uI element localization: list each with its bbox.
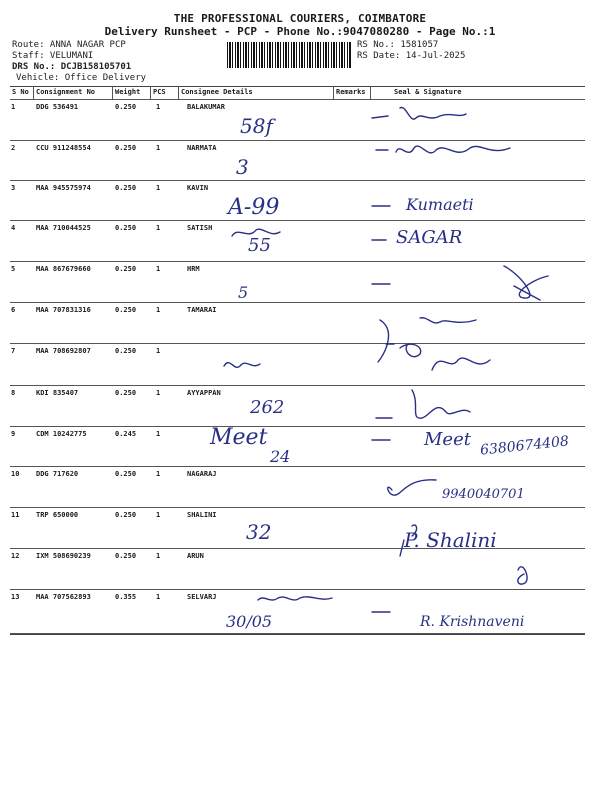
row-consignee: AYYAPPAN: [187, 389, 221, 397]
row-consignment-no: CDM 10242775: [36, 430, 87, 438]
row-weight: 0.250: [115, 552, 137, 560]
handwritten-note: 58f: [240, 114, 273, 138]
handwritten-signature: Meet: [424, 429, 471, 450]
row-pcs: 1: [156, 470, 161, 478]
route-label: Route: ANNA NAGAR PCP: [12, 40, 126, 50]
row-pcs: 1: [156, 552, 161, 560]
row-sno: 6: [11, 306, 16, 314]
row-consignee: SELVARJ: [187, 593, 217, 601]
row-weight: 0.250: [115, 224, 137, 232]
row-consignment-no: MAA 867679660: [36, 265, 91, 273]
row-pcs: 1: [156, 144, 161, 152]
row-pcs: 1: [156, 593, 161, 601]
handwritten-note: 262: [250, 397, 285, 418]
row-consignee: NAGARAJ: [187, 470, 217, 478]
row-weight: 0.250: [115, 306, 137, 314]
row-consignee: SHALINI: [187, 511, 217, 519]
row-consignment-no: CCU 911248554: [36, 144, 91, 152]
header-consignee: Consignee Details: [181, 88, 253, 96]
row-weight: 0.355: [115, 593, 137, 601]
staff-label: Staff: VELUMANI: [12, 51, 94, 61]
header-signature: Seal & Signature: [394, 88, 462, 96]
handwritten-note: 30/05: [226, 612, 273, 631]
row-consignment-no: IXM 508690239: [36, 552, 91, 560]
handwritten-note: 55: [248, 235, 271, 256]
row-consignment-no: MAA 708692807: [36, 347, 91, 355]
handwritten-note: 32: [246, 520, 272, 544]
row-weight: 0.250: [115, 184, 137, 192]
row-consignment-no: MAA 707562893: [36, 593, 91, 601]
drs-label: DRS No.: DCJB158105701: [12, 62, 132, 72]
row-sno: 8: [11, 389, 16, 397]
row-pcs: 1: [156, 265, 161, 273]
handwritten-signature: P. Shalini: [404, 528, 497, 552]
header-sno: S No: [12, 88, 29, 96]
row-weight: 0.250: [115, 103, 137, 111]
row-consignment-no: DDG 536491: [36, 103, 79, 111]
row-pcs: 1: [156, 389, 161, 397]
row-consignment-no: MAA 945575974: [36, 184, 91, 192]
handwritten-signature: R. Krishnaveni: [420, 614, 525, 630]
row-consignment-no: MAA 707831316: [36, 306, 91, 314]
handwritten-note: 24: [270, 447, 291, 466]
row-consignee: BALAKUMAR: [187, 103, 225, 111]
row-pcs: 1: [156, 430, 161, 438]
row-weight: 0.250: [115, 265, 137, 273]
row-sno: 9: [11, 430, 16, 438]
handwritten-signature: SAGAR: [396, 227, 463, 248]
header-weight: Weight: [115, 88, 141, 96]
handwritten-note: A-99: [228, 195, 280, 220]
row-pcs: 1: [156, 306, 161, 314]
row-weight: 0.250: [115, 144, 137, 152]
row-sno: 1: [11, 103, 16, 111]
row-sno: 5: [11, 265, 16, 273]
row-sno: 2: [11, 144, 16, 152]
row-consignee: SATISH: [187, 224, 213, 232]
row-consignee: HRM: [187, 265, 200, 273]
handwritten-note: 5: [238, 283, 249, 302]
row-consignment-no: TRP 650000: [36, 511, 79, 519]
row-consignee: ARUN: [187, 552, 204, 560]
row-sno: 12: [11, 552, 20, 560]
handwritten-phone: 6380674408: [479, 433, 570, 459]
row-weight: 0.250: [115, 347, 137, 355]
row-consignee: KAVIN: [187, 184, 209, 192]
row-consignment-no: MAA 710044525: [36, 224, 91, 232]
row-sno: 4: [11, 224, 16, 232]
row-weight: 0.250: [115, 389, 137, 397]
row-pcs: 1: [156, 347, 161, 355]
row-sno: 10: [11, 470, 20, 478]
header-pcs: PCS: [153, 88, 166, 96]
row-sno: 7: [11, 347, 16, 355]
header-consignment: Consignment No: [36, 88, 96, 96]
header-remarks: Remarks: [336, 88, 366, 96]
row-weight: 0.250: [115, 511, 137, 519]
row-pcs: 1: [156, 224, 161, 232]
row-weight: 0.245: [115, 430, 137, 438]
row-sno: 3: [11, 184, 16, 192]
row-sno: 13: [11, 593, 20, 601]
rs-date: RS Date: 14-Jul-2025: [357, 51, 466, 61]
runsheet-subtitle: Delivery Runsheet - PCP - Phone No.:9047080280 - Page No.:1: [104, 25, 496, 38]
row-consignee: TAMARAI: [187, 306, 217, 314]
handwritten-signature: Kumaeti: [406, 195, 474, 214]
row-consignee: NARMATA: [187, 144, 217, 152]
company-title: THE PROFESSIONAL COURIERS, COIMBATORE: [173, 12, 427, 25]
rs-number: RS No.: 1581057: [357, 40, 439, 50]
handwritten-phone: 9940040701: [442, 487, 525, 502]
row-pcs: 1: [156, 103, 161, 111]
row-consignment-no: DDG 717620: [36, 470, 79, 478]
handwritten-note: Meet: [210, 425, 268, 450]
row-weight: 0.250: [115, 470, 137, 478]
row-pcs: 1: [156, 511, 161, 519]
row-consignment-no: KDI 835407: [36, 389, 79, 397]
vehicle-label: Vehicle: Office Delivery: [16, 73, 147, 83]
row-sno: 11: [11, 511, 20, 519]
handwritten-note: 3: [236, 155, 249, 179]
row-pcs: 1: [156, 184, 161, 192]
